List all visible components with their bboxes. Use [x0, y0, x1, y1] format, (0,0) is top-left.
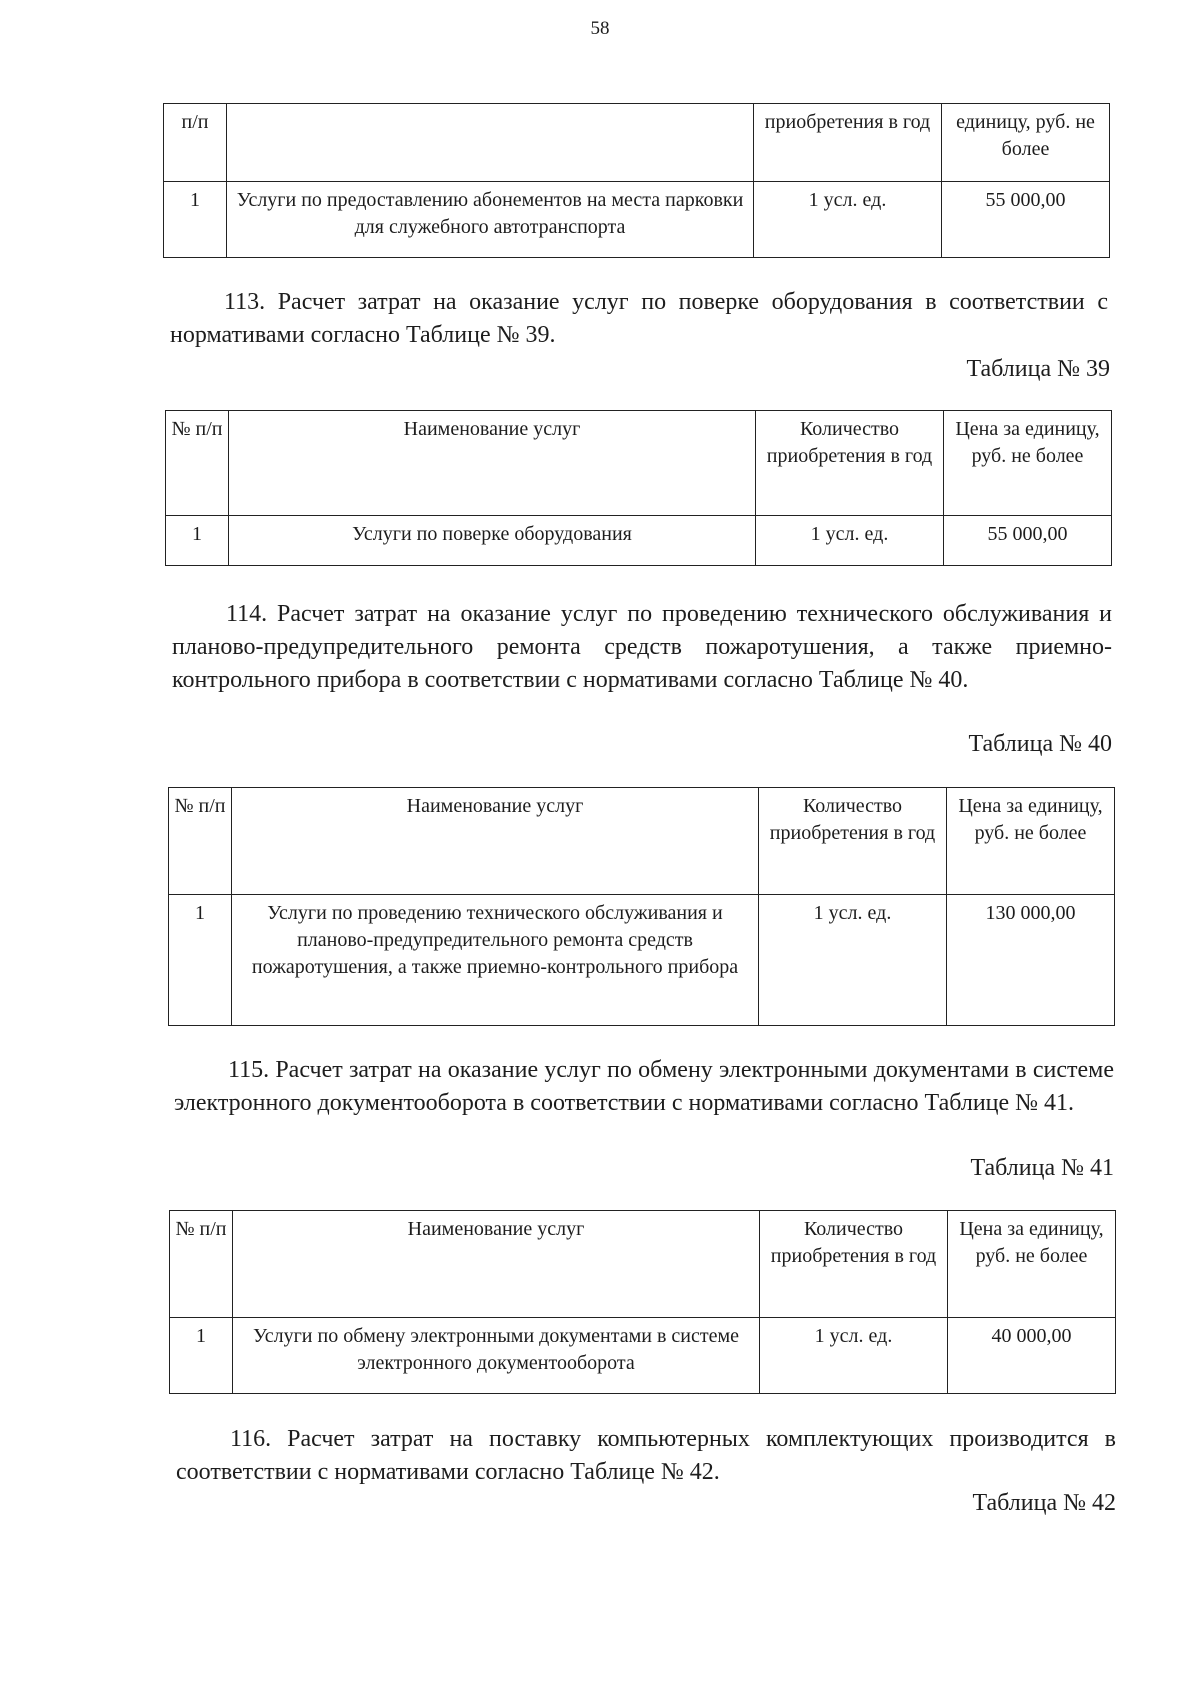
table-row	[166, 516, 1112, 566]
table-header-row	[164, 104, 1110, 182]
table-header-row	[170, 1211, 1116, 1318]
table-row	[164, 182, 1110, 258]
service-quantity: 1 усл. ед.	[754, 182, 942, 258]
paragraph-113-text: 113. Расчет затрат на оказание услуг по поверке оборудования в соответствии с нормативами согласно Таблице № 39.	[170, 289, 1108, 348]
row-number: 1	[170, 1318, 233, 1394]
paragraph-116-text: 116. Расчет затрат на поставку компьютерных комплектующих производится в соответствии с нормативами согласно Таблице № 42.	[176, 1426, 1116, 1485]
service-price: 40 000,00	[948, 1318, 1116, 1394]
col-price-header: Цена за единицу, руб. не более	[947, 788, 1115, 895]
service-quantity: 1 усл. ед.	[760, 1318, 948, 1394]
table-38-continued	[163, 103, 1110, 258]
col-number-header: № п/п	[166, 411, 229, 516]
service-price: 55 000,00	[944, 516, 1112, 566]
row-number: 1	[166, 516, 229, 566]
col-name-header: Наименование услуг	[233, 1211, 760, 1318]
col-number-header: № п/п	[170, 1211, 233, 1318]
paragraph-115	[174, 1054, 1114, 1120]
table-42-caption: Таблица № 42	[972, 1490, 1116, 1516]
service-quantity: 1 усл. ед.	[756, 516, 944, 566]
table-41	[169, 1210, 1116, 1394]
paragraph-114	[172, 598, 1112, 697]
paragraph-113	[170, 286, 1108, 352]
col-price-header: Цена за единицу, руб. не более	[948, 1211, 1116, 1318]
service-name: Услуги по поверке оборудования	[229, 516, 756, 566]
col-name-header	[227, 104, 754, 182]
col-number-header: № п/п	[169, 788, 232, 895]
table-row	[170, 1318, 1116, 1394]
table-39-caption: Таблица № 39	[966, 356, 1110, 382]
col-quantity-header: Количество приобретения в год	[760, 1211, 948, 1318]
paragraph-114-text: 114. Расчет затрат на оказание услуг по проведению технического обслуживания и планово-предупредительного ремонта средств пожаротушения, а также приемно-контрольного прибора в соответствии с нормативами согласно Таблице № 40.	[172, 601, 1112, 693]
col-quantity-header: Количество приобретения в год	[756, 411, 944, 516]
col-name-header: Наименование услуг	[232, 788, 759, 895]
row-number: 1	[169, 895, 232, 1026]
table-40-caption: Таблица № 40	[968, 731, 1112, 757]
col-quantity-header: приобретения в год	[754, 104, 942, 182]
col-price-header: Цена за единицу, руб. не более	[944, 411, 1112, 516]
service-name: Услуги по проведению технического обслуживания и планово-предупредительного ремонта средств пожаротушения, а также приемно-контрольного прибора	[232, 895, 759, 1026]
col-price-header: единицу, руб. не более	[942, 104, 1110, 182]
col-number-header: п/п	[164, 104, 227, 182]
service-quantity: 1 усл. ед.	[759, 895, 947, 1026]
row-number: 1	[164, 182, 227, 258]
service-name: Услуги по обмену электронными документами в системе электронного документооборота	[233, 1318, 760, 1394]
paragraph-115-text: 115. Расчет затрат на оказание услуг по обмену электронными документами в системе электронного документооборота в соответствии с нормативами согласно Таблице № 41.	[174, 1057, 1114, 1116]
table-41-caption: Таблица № 41	[970, 1155, 1114, 1181]
col-quantity-header: Количество приобретения в год	[759, 788, 947, 895]
table-40	[168, 787, 1115, 1026]
page-number: 58	[590, 18, 610, 39]
table-header-row	[169, 788, 1115, 895]
table-39	[165, 410, 1112, 566]
table-header-row	[166, 411, 1112, 516]
service-name: Услуги по предоставлению абонементов на места парковки для служебного автотранспорта	[227, 182, 754, 258]
service-price: 55 000,00	[942, 182, 1110, 258]
service-price: 130 000,00	[947, 895, 1115, 1026]
col-name-header: Наименование услуг	[229, 411, 756, 516]
paragraph-116	[176, 1423, 1116, 1489]
table-row	[169, 895, 1115, 1026]
